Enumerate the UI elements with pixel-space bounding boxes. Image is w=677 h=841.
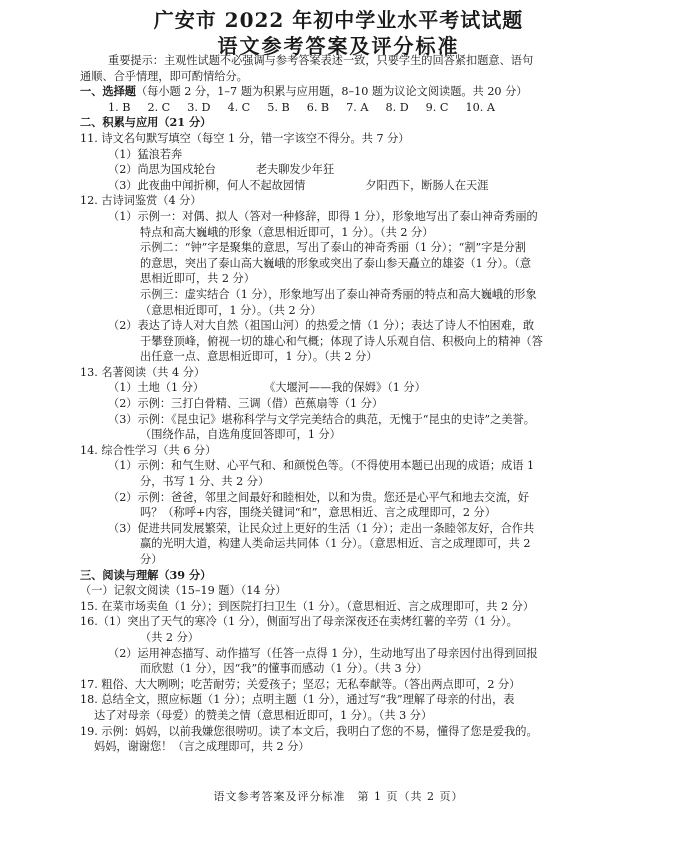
q11-answer-3	[80, 178, 625, 194]
document-subtitle: 语文参考答案及评分标准	[217, 34, 460, 58]
mc-answer: 8. D	[385, 100, 409, 114]
q18-line: 18. 总结全文，照应标题（1 分）；点明主题（1 分），通过写“我”理解了母亲的付出，表	[80, 693, 515, 707]
page-footer: 语文参考答案及评分标准 第 1 页（共 2 页）	[213, 790, 464, 803]
mc-answer: 3. D	[187, 100, 211, 114]
section-3-heading: 三、阅读与理解（39 分）	[80, 567, 212, 582]
mc-answer: 7. A	[346, 100, 369, 114]
q12-line: （2）表达了诗人对大自然（祖国山河）的热爱之情（1 分）；表达了诗人不怕困难，敢	[108, 319, 535, 333]
q12-line: 出任意一点、意思相近即可，1 分）。（共 2 分）	[140, 350, 378, 364]
section-1-note: （每小题 2 分，1–7 题为积累与应用题，8–10 题为议论文阅读题。共 20 分）	[135, 85, 528, 99]
answer-content	[80, 53, 625, 755]
q16-line: 16.（1）突出了天气的寒冷（1 分），侧面写出了母亲深夜还在卖烤红薯的辛劳（1 分）。	[80, 615, 518, 629]
q13-heading: 13. 名著阅读（共 4 分）	[80, 365, 206, 379]
mc-answer: 2. C	[147, 100, 171, 114]
q12-line: 思相近即可，共 2 分）	[140, 272, 255, 286]
q14-line: （1）示例：和气生财、心平气和、和颜悦色等。（不得使用本题已出现的成语；成语 1	[108, 459, 535, 473]
q11-answer-3b: 夕阳西下，断肠人在天涯	[365, 178, 489, 192]
section-1-heading	[80, 84, 625, 100]
q17-answer: 17. 粗俗、大大咧咧；吃苦耐劳；关爱孩子；坚忍；无私奉献等。（答出两点即可，2 分）	[80, 677, 521, 691]
q12-line: 示例二：“钟”字是聚集的意思，写出了泰山的神奇秀丽（1 分）；“割”字是分割	[140, 241, 526, 255]
document-title: 广安市 2022 年初中学业水平考试试题	[153, 8, 524, 32]
q11-answer-2b: 老夫聊发少年狂	[255, 163, 335, 177]
mc-answer: 4. C	[227, 100, 251, 114]
q14-line: 赢的光明大道，构建人类命运共同体（1 分）。（意思相近、言之成理即可，共 2	[140, 537, 531, 551]
mc-answer: 5. B	[267, 100, 290, 114]
q11-answer-3a: （3）此夜曲中闻折柳，何人不起故园情	[108, 178, 306, 192]
q12-line: 的意思，突出了泰山高大巍峨的形象或突出了泰山参天矗立的雄姿（1 分）。（意	[140, 256, 532, 270]
q13-answer-1	[80, 380, 625, 396]
q11-heading: 11. 诗文名句默写填空（每空 1 分，错一字该空不得分。共 7 分）	[80, 131, 410, 145]
q14-line: （2）示例：爸爸，邻里之间最好和睦相处，以和为贵。您还是心平气和地去交流，好	[108, 490, 530, 504]
q18-line: 达了对母亲（母爱）的赞美之情（意思相近即可，1 分）。（共 3 分）	[94, 708, 433, 722]
q16-line: （2）运用神态描写、动作描写（任答一点得 1 分），生动地写出了母亲因付出得到回报	[108, 646, 538, 660]
q11-answer-1: （1）猛浪若奔	[108, 147, 183, 161]
mc-answer: 6. B	[306, 100, 330, 114]
mc-answer: 10. A	[465, 100, 495, 114]
q19-line: 19. 示例：妈妈，以前我嫌您很唠叨。读了本文后，我明白了您的不易，懂得了您是爱我的。	[80, 724, 538, 738]
mc-answer: 9. C	[425, 100, 449, 114]
q11-answer-2a: （2）尚思为国戍轮台	[108, 163, 216, 177]
q14-line: （3）促进共同发展繁荣，让民众过上更好的生活（1 分）；走出一条睦邻友好，合作共	[108, 521, 535, 535]
notice-line-2: 通顺、合乎情理，即可酌情给分。	[80, 69, 248, 83]
q14-line: 分）	[140, 553, 163, 566]
section-2-heading: 二、积累与应用（21 分）	[80, 115, 212, 130]
q12-line: 示例三：虚实结合（1 分），形象地写出了泰山神奇秀丽的特点和高大巍峨的形象	[140, 287, 537, 301]
notice-line-1: 重要提示：主观性试题不必强调与参考答案表述一致，只要学生的回答紧扣题意、语句	[108, 54, 534, 67]
q12-line: （意思相近即可，1 分）。（共 2 分）	[140, 303, 322, 317]
q14-heading: 14. 综合性学习（共 6 分）	[80, 443, 217, 457]
q14-line: 分，书写 1 分、共 2 分）	[140, 475, 270, 489]
q12-heading: 12. 古诗词鉴赏（4 分）	[80, 194, 202, 208]
multiple-choice-answers	[80, 100, 625, 116]
q16-line: 而欣慰（1 分），因“我”的懂事而感动（1 分）。（共 3 分）	[140, 662, 428, 676]
q12-line: 特点和高大巍峨的形象（意思相近即可，1 分）。（共 2 分）	[140, 225, 434, 239]
q12-line: （1）示例一：对偶、拟人（答对一种修辞，即得 1 分），形象地写出了泰山神奇秀丽的	[108, 209, 538, 223]
section-3-subheading: （一）记叙文阅读（15–19 题）（14 分）	[80, 584, 287, 598]
q12-line: 于攀登顶峰，俯视一切的雄心和气概；体现了诗人乐观自信、积极向上的精神（答	[140, 334, 543, 348]
q11-answer-2	[80, 162, 625, 178]
section-1-title: 一、选择题	[80, 84, 136, 99]
mc-answer: 1. B	[108, 100, 131, 114]
q13-answer-1a: （1）土地（1 分）	[108, 381, 205, 395]
q14-line: 吗？（称呼+内容，围绕关键词“和”，意思相近、言之成理即可，2 分）	[140, 506, 496, 520]
q13-answer-2: （2）示例：三打白骨精、三调（借）芭蕉扇等（1 分）	[108, 397, 384, 411]
q16-line: （共 2 分）	[140, 630, 199, 644]
q13-answer-3a: （3）示例：《昆虫记》堪称科学与文学完美结合的典范，无愧于“昆虫的史诗”之美誉。	[108, 412, 535, 426]
q15-answer: 15. 在菜市场卖鱼（1 分）；到医院打扫卫生（1 分）。（意思相近、言之成理即可，共 2 分）	[80, 599, 535, 613]
q13-answer-1b: 《大堰河——我的保姆》（1 分）	[264, 381, 426, 395]
q19-line: 妈妈，谢谢您！（言之成理即可，共 2 分）	[94, 740, 310, 754]
q13-answer-3b: （围绕作品，自选角度回答即可，1 分）	[140, 428, 341, 442]
